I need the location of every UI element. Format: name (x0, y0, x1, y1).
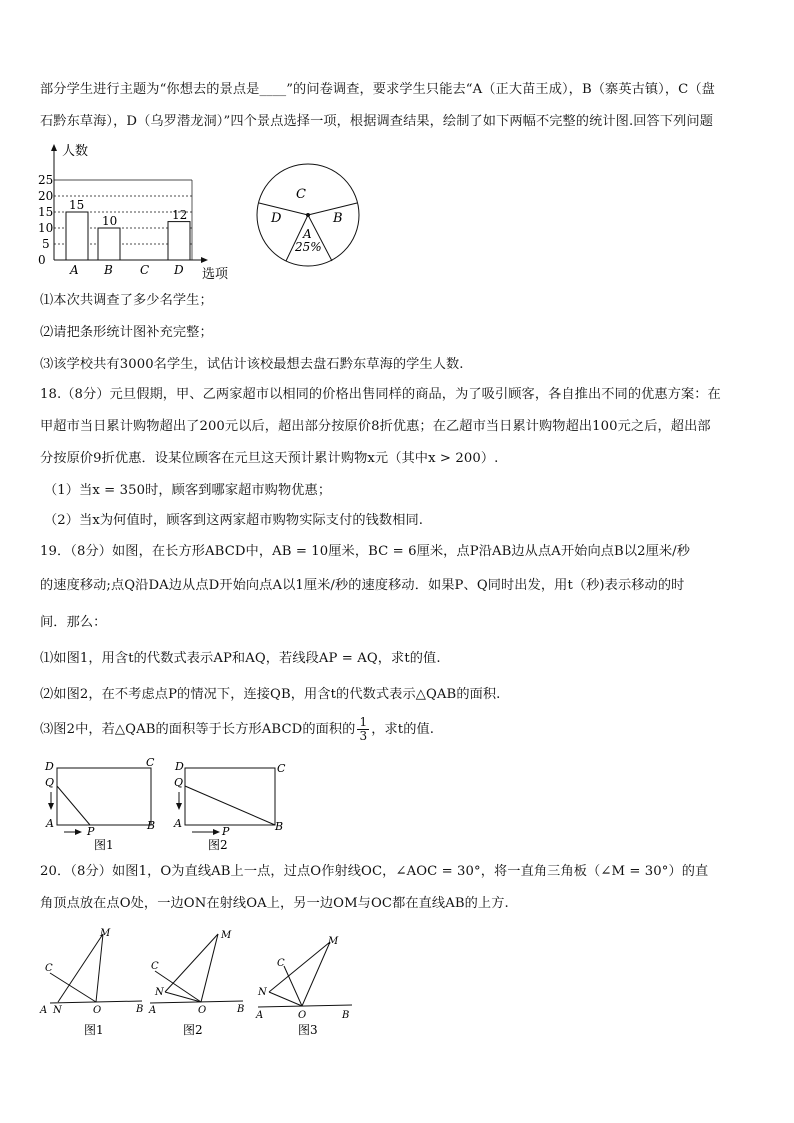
bar-a-value: 15 (69, 198, 85, 212)
svg-text:A: A (174, 817, 182, 830)
svg-text:O: O (93, 1005, 102, 1016)
y-tick-5: 5 (42, 237, 50, 251)
bar-b-value: 10 (102, 214, 118, 228)
p19-q3-prefix: ⑶图2中，若△QAB的面积等于长方形ABCD的面积的 (40, 722, 356, 737)
pie-label-a-percent: 25% (295, 240, 322, 254)
p17-line1: 部分学生进行主题为“你想去的景点是____”的问卷调查，要求学生只能去“A（正大苗王成），B（寨英古镇），C（盘 (40, 82, 715, 97)
fraction-denominator: 3 (359, 729, 368, 743)
svg-text:C: C (146, 756, 155, 769)
bar-a (66, 212, 88, 260)
svg-text:B: B (342, 1010, 350, 1021)
svg-text:A: A (256, 1010, 264, 1021)
y-tick-20: 20 (38, 189, 54, 203)
svg-text:A: A (40, 1005, 48, 1016)
pie-label-a: A (303, 227, 312, 241)
fraction-numerator: 1 (359, 715, 368, 729)
svg-text:M: M (328, 936, 339, 947)
svg-text:C: C (277, 762, 286, 775)
svg-text:B: B (147, 819, 156, 832)
p18-line2: 甲超市当日累计购物超出了200元以后，超出部分按原价8折优惠；在乙超市当日累计购物超出100元之后，超出部 (40, 419, 711, 434)
fraction-one-third (357, 716, 369, 743)
svg-text:C: C (277, 958, 285, 969)
p20-line1: 20．（8分）如图1，O为直线AB上一点，过点O作射线OC，∠AOC = 30°，将一直角三角板（∠M = 30°）的直 (40, 864, 709, 879)
svg-text:O: O (298, 1010, 307, 1021)
pie-chart (255, 160, 365, 270)
svg-text:P: P (222, 825, 230, 838)
p20-figure-3 (254, 926, 364, 1041)
p19-q3-suffix: ，求t的值. (371, 722, 435, 737)
svg-text:C: C (45, 963, 53, 974)
p19-figure-1 (42, 756, 172, 856)
x-axis-label: 选项 (202, 267, 229, 282)
p18-q2: （2）当x为何值时，顾客到这两家超市购物实际支付的钱数相同. (44, 513, 424, 528)
bar-b (98, 228, 120, 260)
x-cat-c: C (140, 263, 150, 277)
p20-figure-1 (36, 926, 146, 1041)
svg-text:Q: Q (174, 776, 184, 789)
svg-text:A: A (149, 1005, 157, 1016)
y-axis-label: 人数 (62, 144, 89, 159)
p20-fig3-caption: 图3 (298, 1023, 318, 1037)
p19-line3: 间．那么： (40, 615, 107, 630)
svg-text:B: B (275, 820, 284, 833)
bar-d-value: 12 (172, 208, 188, 222)
svg-text:N: N (258, 987, 267, 998)
p18-q1: （1）当x = 350时，顾客到哪家超市购物优惠； (44, 483, 332, 498)
p20-line2: 角顶点放在点O处，一边ON在射线OA上，另一边OM与OC都在直线AB的上方. (40, 896, 509, 911)
p20-fig2-caption: 图2 (183, 1023, 203, 1037)
p19-fig1-caption: 图1 (94, 838, 114, 852)
bar-chart (34, 140, 244, 280)
x-cat-d: D (174, 263, 184, 277)
p18-line3: 分按原价9折优惠．设某位顾客在元旦这天预计累计购物x元（其中x > 200）. (40, 451, 499, 466)
p19-q1: ⑴如图1，用含t的代数式表示AP和AQ，若线段AP = AQ，求t的值. (40, 651, 441, 666)
p19-q2: ⑵如图2，在不考虑点P的情况下，连接QB，用含t的代数式表示△QAB的面积. (40, 687, 501, 702)
p17-line2: 石黔东草海），D（乌罗潜龙洞）”四个景点选择一项，根据调查结果，绘制了如下两幅不完整的统计图.回答下列问题 (40, 114, 713, 129)
svg-text:M: M (221, 930, 232, 941)
p19-q3 (40, 715, 756, 745)
p19-line1: 19．（8分）如图，在长方形ABCD中，AB = 10厘米，BC = 6厘米，点P沿AB边从点A开始向点B以2厘米/秒 (40, 544, 691, 559)
svg-text:C: C (151, 961, 159, 972)
p18-line1: 18.（8分）元旦假期，甲、乙两家超市以相同的价格出售同样的商品，为了吸引顾客，各自推出不同的优惠方案：在 (40, 387, 721, 402)
p20-fig1-caption: 图1 (84, 1023, 104, 1037)
pie-label-b: B (333, 211, 343, 226)
x-cat-b: B (104, 263, 113, 277)
svg-text:M: M (100, 928, 111, 939)
pie-label-d: D (271, 211, 282, 226)
p19-line2: 的速度移动;点Q沿DA边从点D开始向点A以1厘米/秒的速度移动．如果P、Q同时出发，用t（秒)表示移动的时 (40, 578, 685, 593)
pie-label-c: C (296, 187, 306, 202)
p17-q3: ⑶该学校共有3000名学生，试估计该校最想去盘石黔东草海的学生人数. (40, 357, 464, 372)
svg-text:B: B (136, 1004, 144, 1015)
y-tick-25: 25 (38, 173, 54, 187)
p17-q2: ⑵请把条形统计图补充完整； (40, 325, 213, 340)
svg-text:Q: Q (45, 776, 55, 789)
y-tick-10: 10 (38, 221, 54, 235)
p19-figure-2 (170, 756, 300, 856)
p20-figure-2 (145, 926, 255, 1041)
svg-text:P: P (87, 825, 95, 838)
bar-d (168, 222, 190, 260)
y-tick-15: 15 (38, 205, 54, 219)
svg-text:N: N (53, 1005, 62, 1016)
svg-text:N: N (155, 987, 164, 998)
p19-fig2-caption: 图2 (208, 838, 228, 852)
x-cat-a: A (70, 263, 79, 277)
svg-text:A: A (46, 817, 54, 830)
svg-text:B: B (237, 1004, 245, 1015)
p17-q1: ⑴本次共调查了多少名学生； (40, 293, 213, 308)
svg-text:D: D (45, 760, 54, 773)
svg-text:D: D (175, 760, 184, 773)
y-tick-0: 0 (38, 253, 46, 267)
svg-text:O: O (198, 1005, 207, 1016)
